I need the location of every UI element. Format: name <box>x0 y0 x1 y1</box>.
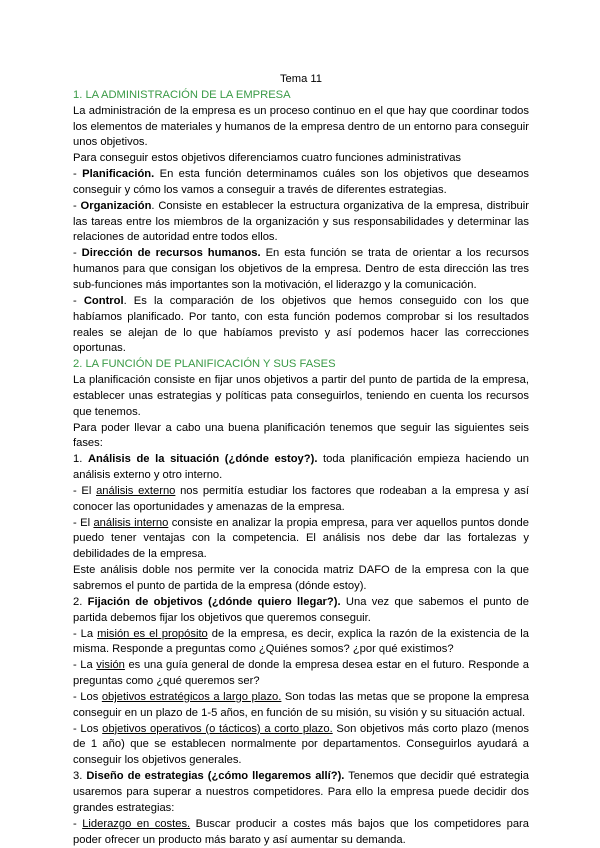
list-item: - La misión es el propósito de la empresa, es decir, explica la razón de la existencia de la misma. Responde a preguntas como ¿Quiénes somos? ¿por qué existimos? <box>73 627 529 656</box>
section-heading-2: 2. LA FUNCIÓN DE PLANIFICACIÓN Y SUS FASES <box>73 358 336 371</box>
list-item: - Control. Es la comparación de los objetivos que hemos conseguido con los que habíamos planificado. Por tanto, con esta función podemos comprobar si los resultados reales se alejan de lo que habíamos previsto y así podemos hacer las correcciones oportunas. <box>73 294 529 355</box>
list-item: - Dirección de recursos humanos. En esta función se trata de orientar a los recursos humanos para que consigan los objetivos de la empresa. Dentro de esta dirección las tres sub-funciones más importantes son la motivación, el liderazgo y la comunicación. <box>73 247 529 291</box>
list-item: - Liderazgo en costes. Buscar producir a costes más bajos que los competidores para poder ofrecer un producto más barato y así aumentar su demanda. <box>73 817 529 846</box>
phase-item: 3. Diseño de estrategias (¿cómo llegaremos allí?). Tenemos que decidir qué estrategia usaremos para superar a nuestros competidores. Para ello la empresa puede decidir dos grandes estrategias: <box>73 770 529 814</box>
list-item: - Organización. Consiste en establecer la estructura organizativa de la empresa, distribuir las tareas entre los miembros de la organización y sus responsabilidades y determinar las relaciones de autoridad entre todos ellos. <box>73 199 529 244</box>
phase-item: 2. Fijación de objetivos (¿dónde quiero llegar?). Una vez que sabemos el punto de partida debemos fijar los objetivos que queremos conseguir. <box>73 595 529 624</box>
list-item: - El análisis externo nos permitía estudiar los factores que rodeaban a la empresa y así conocer las oportunidades y amenazas de la empresa. <box>73 484 529 513</box>
list-item: - El análisis interno consiste en analizar la propia empresa, para ver aquellos puntos donde puedo tener ventajas con la competencia. El análisis nos debe dar las fortalezas y debilidades de la empresa. <box>73 516 529 561</box>
list-item: - Los objetivos estratégicos a largo plazo. Son todas las metas que se propone la empresa conseguir en un plazo de 1-5 años, en función de su misión, su visión y su situación actual. <box>73 690 529 719</box>
paragraph: La administración de la empresa es un proceso continuo en el que hay que coordinar todos los elementos de materiales y humanos de la empresa dentro de un entorno para conseguir unos objetivos. <box>73 104 529 149</box>
section-heading-1: 1. LA ADMINISTRACIÓN DE LA EMPRESA <box>73 88 291 101</box>
paragraph: Este análisis doble nos permite ver la conocida matriz DAFO de la empresa con la que sabremos el punto de partida de la empresa (dónde estoy). <box>73 564 529 592</box>
list-item: - Planificación. En esta función determinamos cuáles son los objetivos que deseamos conseguir y cómo los vamos a conseguir a través de diferentes estrategias. <box>73 168 529 196</box>
paragraph: Para conseguir estos objetivos diferenciamos cuatro funciones administrativas <box>73 152 462 165</box>
list-item: - Los objetivos operativos (o tácticos) a corto plazo. Son objetivos más corto plazo (menos de 1 año) que se establecen normalmente por departamentos. Conseguirlos ayudará a conseguir los objetivos generales. <box>73 722 529 767</box>
document-title: Tema 11 <box>279 73 323 85</box>
list-item: - La visión es una guía general de donde la empresa desea estar en el futuro. Responde a preguntas como ¿qué queremos ser? <box>73 659 529 688</box>
phase-item: 1. Análisis de la situación (¿dónde estoy?). toda planificación empieza haciendo un análisis externo y otro interno. <box>73 453 529 482</box>
paragraph: La planificación consiste en fijar unos objetivos a partir del punto de partida de la empresa, establecer unas estrategias y políticas pata conseguirlos, teniendo en cuenta los recursos que tenemos. <box>73 374 529 418</box>
paragraph: Para poder llevar a cabo una buena planificación tenemos que seguir las siguientes seis fases: <box>73 421 529 450</box>
document-page <box>73 72 529 848</box>
